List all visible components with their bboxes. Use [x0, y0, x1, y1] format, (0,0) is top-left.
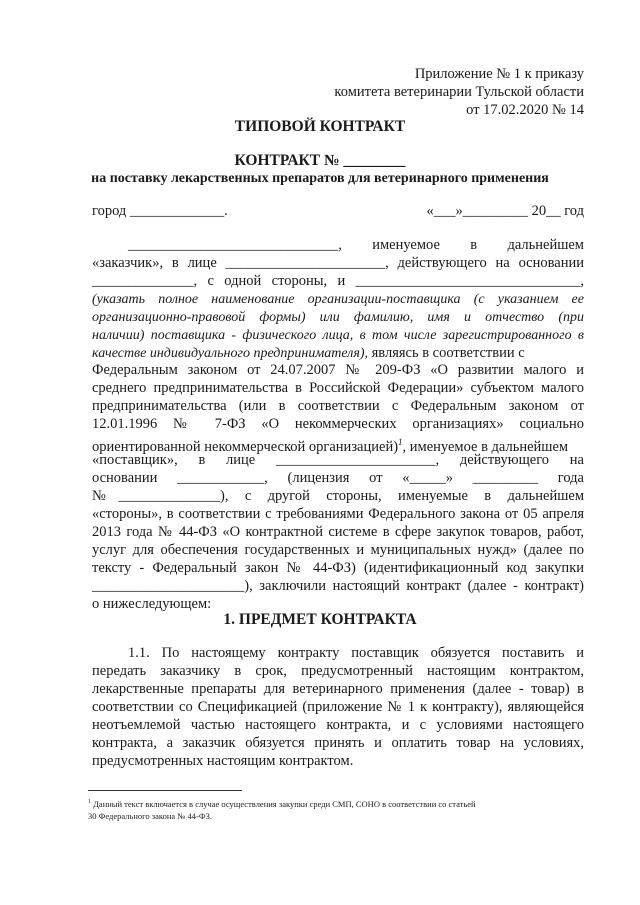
clause-1-1-line-2: передать заказчику в срок, предусмотренный настоящим контрактом, [92, 663, 584, 679]
section-1-heading: 1. ПРЕДМЕТ КОНТРАКТА [223, 611, 417, 628]
body3-line-9: о нижеследующем: [92, 596, 212, 612]
footnote-separator [88, 790, 242, 791]
italic-note-end: качестве индивидуального предпринимателя), [92, 346, 369, 361]
footnote-ref-after: , именуемое в дальнейшем [402, 438, 569, 455]
appendix-line-1: Приложение № 1 к приказу [414, 66, 584, 82]
body3-line-1: «поставщик», в лице ______________________, действующего на [92, 452, 584, 468]
body3-line-3: №______________), с другой стороны, именуемые в дальнейшем [92, 488, 584, 504]
body2-line-2: среднего предпринимательства в Российской Федерации» субъектом малого [92, 380, 584, 396]
footnote-text-1: Данный текст включается в случае осуществления закупки среди СМП, СОНО в соответствии со статьей [91, 798, 476, 809]
italic-note-line-1: (указать полное наименование организации-поставщика (с указанием ее [92, 292, 584, 307]
body3-line-5: 2013 года № 44-ФЗ «О контрактной системе в сфере закупок товаров, работ, [92, 524, 584, 540]
body-line-2: «заказчик», в лице ______________________, действующего на основании [92, 255, 584, 271]
contract-number: КОНТРАКТ № ________ [234, 152, 406, 169]
body3-line-6: услуг для обеспечения государственных и муниципальных нужд» (далее по [92, 542, 584, 558]
clause-1-1-line-3: лекарственные препараты для ветеринарного применения (далее - товар) в [92, 681, 584, 697]
body3-line-7: тексту - Федеральный закон № 44-ФЗ) (идентификационный код закупки [92, 560, 584, 576]
document-title: ТИПОВОЙ КОНТРАКТ [234, 118, 406, 135]
appendix-line-2: комитета ветеринарии Тульской области [334, 84, 584, 100]
clause-1-1-line-1: 1.1. По настоящему контракту поставщик обязуется поставить и [128, 645, 584, 661]
date-field: «___»_________ 20__ год [426, 203, 584, 219]
footnote-line-1 [88, 796, 476, 811]
italic-note-line-4 [92, 345, 525, 362]
footnote-line-2: 30 Федерального закона № 44-ФЗ. [88, 811, 212, 821]
clause-1-1-line-7: предусмотренных настоящим контрактом. [92, 753, 354, 769]
body3-line-4: «стороны», в соответствии с требованиями Федерального закона от 05 апреля [92, 506, 584, 522]
italic-note-line-3: наличии) поставщика - физического лица, в том числе зарегистрированного в [92, 328, 584, 343]
clause-1-1-line-4: соответствии со Спецификацией (приложение № 1 к контракту), являющейся [92, 699, 584, 715]
italic-note-tail: являясь в соответствии с [368, 345, 525, 361]
body-line-3: ______________, с одной стороны, и _______________________________, [92, 273, 584, 289]
body3-line-8: _____________________), заключили настоящий контракт (далее - контракт) [92, 578, 584, 594]
body2-line-1: Федеральным законом от 24.07.2007 № 209-ФЗ «О развитии малого и [92, 362, 584, 378]
body2-line-4: 12.01.1996 № 7-ФЗ «О некоммерческих организациях» социально [92, 416, 584, 432]
italic-note-line-2: организационно-правовой формы) или фамилию, имя и отчество (при [92, 310, 584, 325]
clause-1-1-line-5: неотъемлемой частью настоящего контракта, и с условиями настоящего [92, 717, 584, 733]
city-field: город _____________. [92, 203, 228, 219]
body2-line-3: предпринимательства (или в соответствии с Федеральным законом от [92, 398, 584, 414]
footnote-mark: 1 [88, 799, 91, 805]
appendix-line-3: от 17.02.2020 № 14 [466, 102, 584, 118]
body3-line-2: основании ____________, (лицензия от «_____» _________ года [92, 470, 584, 486]
footnote-ref-before: ориентированной некоммерческой организацией) [92, 438, 399, 455]
contract-subtitle: на поставку лекарственных препаратов для ветеринарного применения [91, 171, 549, 186]
body-line-1: _____________________________, именуемое в дальнейшем [128, 237, 584, 253]
footnote-ref-mark: 1 [398, 437, 403, 447]
clause-1-1-line-6: контракта, а заказчик обязуется принять и оплатить товар на условиях, [92, 735, 584, 751]
